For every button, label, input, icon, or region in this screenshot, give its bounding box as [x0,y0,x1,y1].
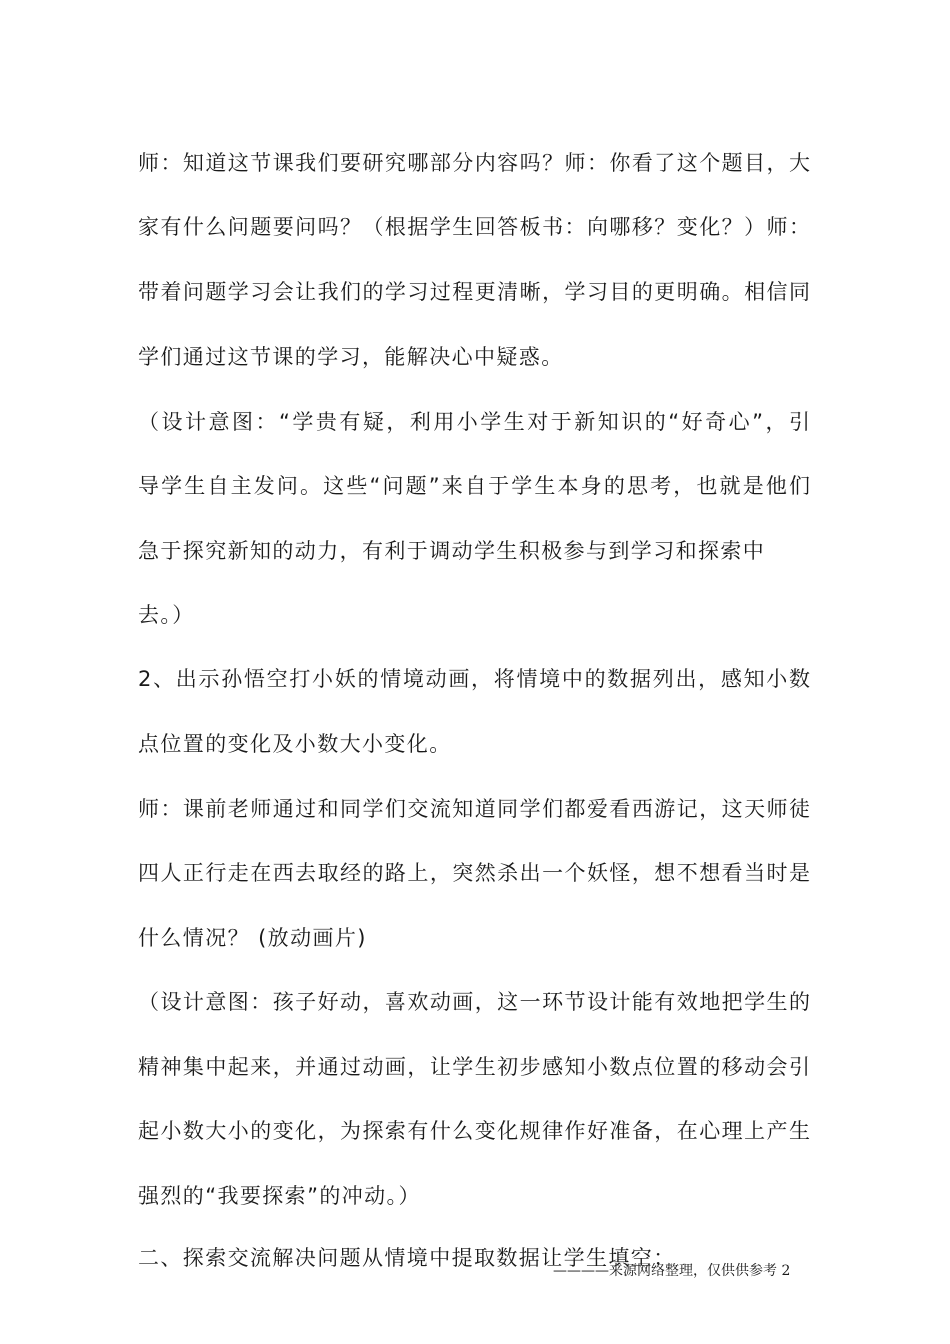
text-line: 什么情况？ (放动画片) [138,926,367,950]
text-line: （设计意图：“学贵有疑，利用小学生对于新知识的“好奇心”，引 [138,410,810,434]
text-line: 强烈的“我要探索”的冲动。） [138,1184,421,1208]
text-line: 点位置的变化及小数大小变化。 [138,732,452,756]
page-footer: ————来源网络整理，仅供供参考 2 [553,1263,791,1279]
text-line: 学们通过这节课的学习，能解决心中疑惑。 [138,345,564,369]
text-line: （设计意图：孩子好动，喜欢动画，这一环节设计能有效地把学生的 [138,990,810,1014]
text-line: 四人正行走在西去取经的路上，突然杀出一个妖怪，想不想看当时是 [138,861,810,885]
text-line: 去。） [138,603,195,627]
text-line: 导学生自主发问。这些“问题”来自于学生本身的思考，也就是他们 [138,474,810,498]
text-line: 师：知道这节课我们要研究哪部分内容吗？师：你看了这个题目，大 [138,151,810,175]
text-line: 带着问题学习会让我们的学习过程更清晰，学习目的更明确。相信同 [138,280,810,304]
text-line: 起小数大小的变化，为探索有什么变化规律作好准备，在心理上产生 [138,1119,810,1143]
text-line: 二、探索交流解决问题从情境中提取数据让学生填空： [138,1246,676,1270]
text-line: 急于探究新知的动力，有利于调动学生积极参与到学习和探索中 [138,539,766,563]
text-line: 家有什么问题要问吗？（根据学生回答板书：向哪移？变化？）师： [138,215,810,239]
text-line: 精神集中起来，并通过动画，让学生初步感知小数点位置的移动会引 [138,1055,810,1079]
text-line: 师：课前老师通过和同学们交流知道同学们都爱看西游记，这天师徒 [138,797,810,821]
text-line: 2、出示孙悟空打小妖的情境动画，将情境中的数据列出，感知小数 [138,667,810,691]
